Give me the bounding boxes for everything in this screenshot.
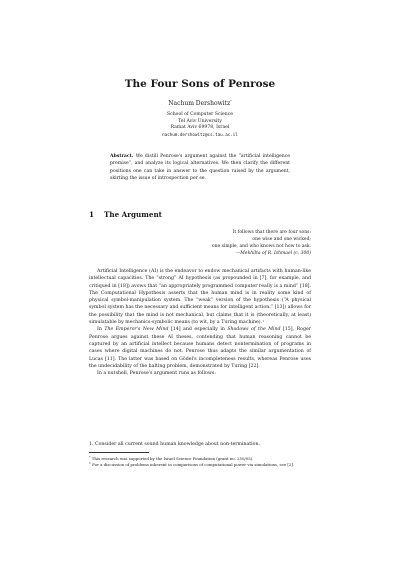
paragraph-text: Roger Penrose argues against these AI theses, contending that human reasoning cannot be captured by an artificial intellect because humans detect nontermination of programs in cases where digital machines do not. Penrose thus adapts the similar argumentation of Lucas [11]. The latter was based on Gödel's incompleteness results, whereas Penrose uses the undecidability of the halting problem, demonstrated by Turing [22]. (89, 327, 311, 369)
section-body (89, 268, 311, 377)
book-title: Shadows of the Mind (227, 327, 281, 333)
abstract-text: We distill Penrose's argument against the “artificial intelligence premise”, and analyze its logical alternatives. We then clarify the different positions one can take in answer to the question raised by the argument, skirting the issue of introspection per se. (110, 154, 290, 181)
citation: [15], (283, 327, 295, 333)
affiliation-block (0, 112, 400, 138)
author-email: nachum.dershowitz@cs.tau.ac.il (162, 131, 238, 137)
footnote-text: This research was supported by the Israel Science Foundation (grant no. 250/05). (91, 456, 254, 461)
paragraph (89, 268, 311, 326)
section-heading (89, 210, 172, 219)
paragraph-connector: [14] and especially in (170, 327, 225, 333)
abstract-label: Abstract. (110, 154, 134, 159)
list-item-number: 1. (89, 442, 94, 447)
paragraph-prefix: In (97, 327, 102, 333)
footnote-mark: * (89, 455, 91, 459)
affiliation-address: Ramat Aviv 69978, Israel (170, 125, 230, 131)
book-title: The Emperor's New Mind (104, 327, 169, 333)
list-item-text: Consider all current sound human knowledge about non-termination. (94, 442, 260, 447)
abstract (110, 153, 290, 182)
footnote (89, 462, 311, 468)
epigraph-line: one wise and one wicked; (252, 237, 311, 242)
affiliation-university: Tel Aviv University (178, 118, 222, 124)
paragraph: In a nutshell, Penrose's argument runs as follows: (97, 371, 216, 377)
affiliation-school: School of Computer Science (167, 112, 233, 117)
argument-list (89, 441, 311, 448)
epigraph-line: one simple, and who knows not how to ask. (211, 244, 311, 249)
footnotes (89, 456, 311, 468)
epigraph-source: —Mekhilta of R. Ishmael (c. 300) (235, 251, 311, 256)
footnote-ref: 1 (262, 319, 265, 324)
section-number: 1 (89, 210, 95, 219)
paragraph-text: Artificial Intelligence (AI) is the endeavor to endow mechanical artifacts with human-like intellectual capacities. The “strong” AI hypothesis (as propounded in [7], for example, and critiqued in [18]) avows that “an appropriately programmed computer really is a mind” [18]. The Computational Hypothesis asserts that the human mind is in reality some kind of physical symbol-manipulation system. The “weak” version of the hypothesis (“A physical symbol system has the necessary and sufficient means for intelligent action.” [13]) allows for the possibility that the mind is not mechanical, but claims that it is (theoretically, at least) simulatable by mechanics-symbolic means (to wit, by a Turing machine). (89, 269, 311, 326)
author-footnote-mark: * (230, 99, 232, 103)
paragraph (89, 326, 311, 370)
section-title: The Argument (104, 210, 163, 219)
paper-title: The Four Sons of Penrose (124, 78, 276, 90)
author-name-text: Nachum Dershowitz (168, 100, 231, 107)
author-name (0, 100, 400, 107)
epigraph (111, 229, 311, 257)
footnote-rule (89, 452, 149, 453)
footnote-text: For a discussion of problems inherent in comparisons of computational power via simulations, see [2]. (92, 461, 295, 467)
epigraph-line: It follows that there are four sons: (232, 230, 311, 235)
footnote-mark: 1 (89, 460, 91, 465)
